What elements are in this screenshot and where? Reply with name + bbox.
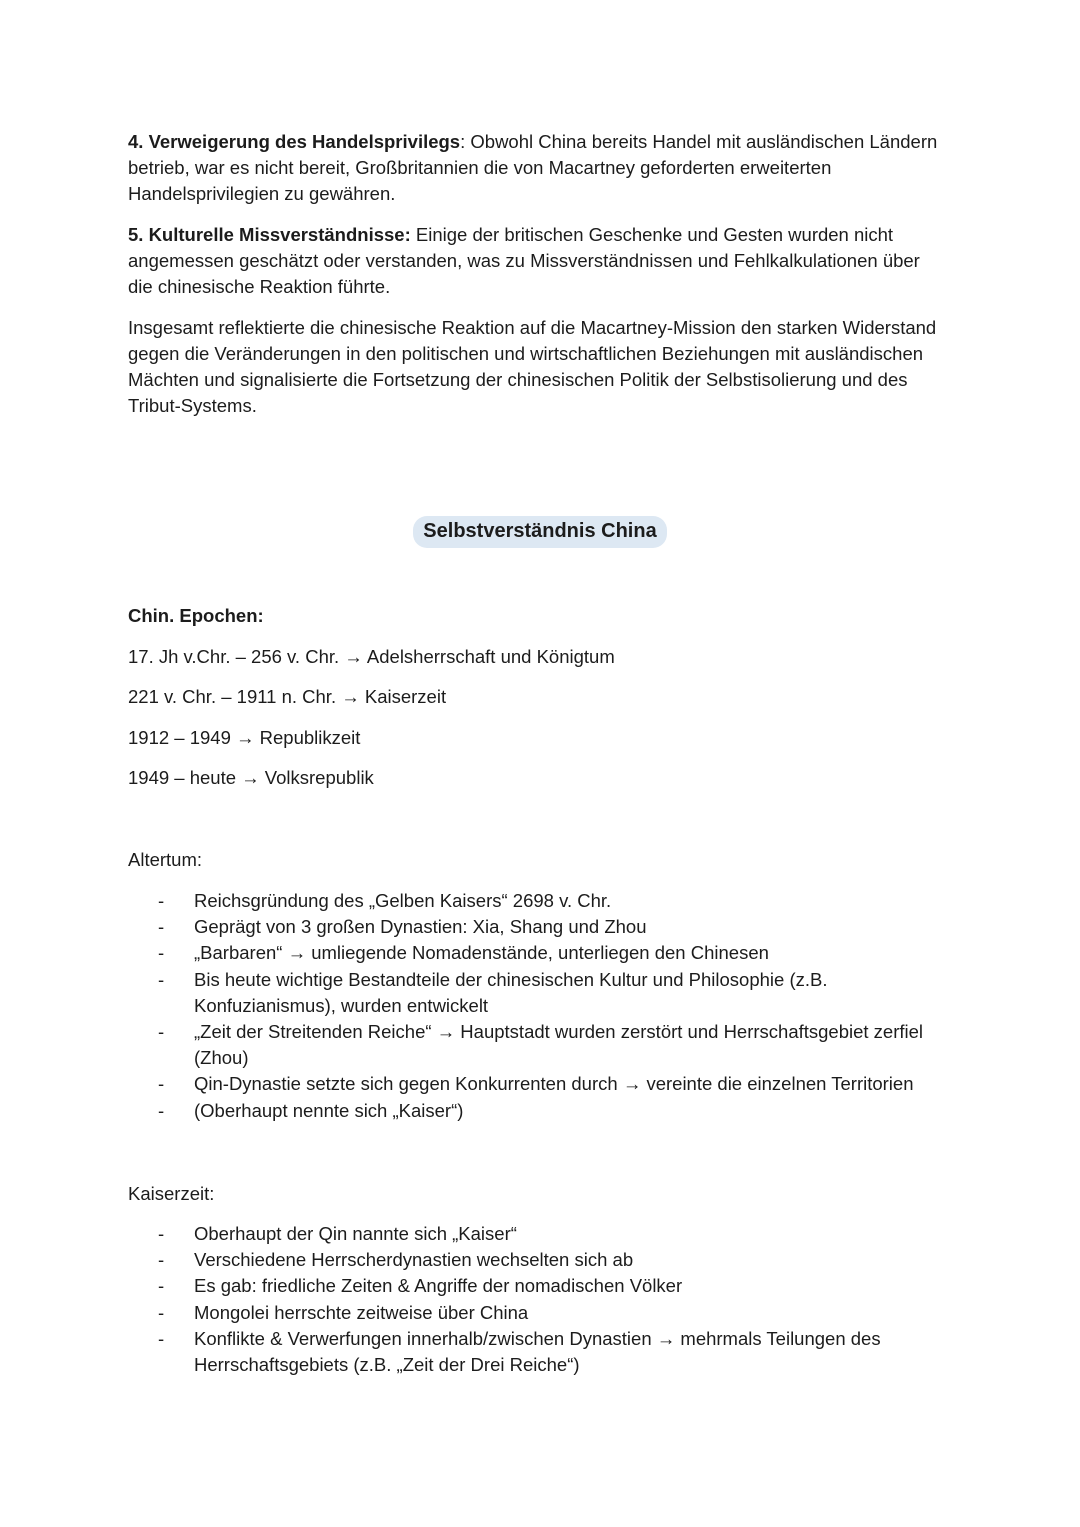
- dash-bullet: -: [158, 968, 165, 990]
- paragraph-heading: 4. Verweigerung des Handelsprivilegs: [128, 131, 461, 152]
- dash-bullet: -: [158, 1223, 165, 1244]
- dash-bullet: -: [158, 1301, 165, 1323]
- paragraph-cultural-misunderstandings: [128, 222, 948, 300]
- paragraph-trade-privilege: [128, 129, 948, 207]
- list-item-text: Reichsgründung des „Gelben Kaisers“ 2698 v. Chr.: [194, 890, 612, 911]
- epoch-line: 1912 – 1949 → Republikzeit: [128, 727, 361, 748]
- list-item: [158, 940, 948, 966]
- list-item: [158, 888, 948, 914]
- dash-bullet: -: [158, 942, 165, 964]
- dash-bullet: -: [158, 890, 165, 911]
- dash-bullet: -: [158, 1249, 165, 1271]
- epoch-line: 17. Jh v.Chr. – 256 v. Chr. → Adelsherrschaft und Königtum: [128, 646, 615, 667]
- list-item-text: „Zeit der Streitenden Reiche“ → Hauptstadt wurden zerstört und Herrschaftsgebiet zerfiel (Zhou): [194, 1021, 924, 1069]
- kaiserzeit-label: Kaiserzeit:: [128, 1183, 215, 1204]
- list-item-text: Mongolei herrschte zeitweise über China: [194, 1301, 529, 1323]
- list-item-text: Verschiedene Herrscherdynastien wechselten sich ab: [194, 1249, 634, 1271]
- list-item: [158, 1300, 948, 1326]
- dash-bullet: -: [158, 1327, 165, 1349]
- epoch-line: 1949 – heute → Volksrepublik: [128, 767, 374, 788]
- dash-bullet: -: [158, 916, 165, 938]
- list-item: [158, 1071, 948, 1097]
- list-item: [158, 1221, 948, 1247]
- list-item: [158, 1019, 948, 1071]
- list-item: [158, 1273, 948, 1299]
- epoch-line: 221 v. Chr. – 1911 n. Chr. → Kaiserzeit: [128, 686, 447, 707]
- altertum-list: [158, 888, 948, 1124]
- list-item-text: (Oberhaupt nennte sich „Kaiser“): [194, 1099, 464, 1121]
- paragraph-text: : Obwohl China bereits Handel mit ausländischen Ländern betrieb, war es nicht bereit, Großbritannien die von Macartney geforderten erweiterten Handelsprivilegien zu gewähren.: [128, 131, 938, 204]
- altertum-label: Altertum:: [128, 849, 203, 870]
- dash-bullet: -: [158, 1099, 165, 1121]
- dash-bullet: -: [158, 1275, 165, 1297]
- list-item-text: Qin-Dynastie setzte sich gegen Konkurrenten durch → vereinte die einzelnen Territorien: [194, 1073, 914, 1095]
- kaiserzeit-list: [158, 1221, 948, 1378]
- list-item-text: „Barbaren“ → umliegende Nomadenstände, unterliegen den Chinesen: [194, 942, 769, 964]
- epochs-title: Chin. Epochen:: [128, 605, 264, 626]
- list-item: [158, 967, 948, 1019]
- list-item: [158, 1247, 948, 1273]
- list-item: [158, 1098, 948, 1124]
- list-item-text: Oberhaupt der Qin nannte sich „Kaiser“: [194, 1223, 517, 1244]
- dash-bullet: -: [158, 1021, 165, 1043]
- section-heading-wrapper: [0, 516, 1080, 548]
- list-item-text: Es gab: friedliche Zeiten & Angriffe der nomadischen Völker: [194, 1275, 683, 1297]
- paragraph-text: Einige der britischen Geschenke und Gesten wurden nicht angemessen geschätzt oder verstanden, was zu Missverständnissen und Fehlkalkulationen über die chinesische Reaktion führte.: [128, 224, 920, 297]
- list-item-text: Bis heute wichtige Bestandteile der chinesischen Kultur und Philosophie (z.B. Konfuzianismus), wurden entwickelt: [194, 968, 828, 1016]
- paragraph-heading: 5. Kulturelle Missverständnisse:: [128, 224, 411, 245]
- dash-bullet: -: [158, 1073, 165, 1095]
- list-item-text: Geprägt von 3 großen Dynastien: Xia, Shang und Zhou: [194, 916, 647, 938]
- list-item: [158, 1326, 948, 1378]
- list-item: [158, 914, 948, 940]
- list-item-text: Konflikte & Verwerfungen innerhalb/zwischen Dynastien → mehrmals Teilungen des Herrschaftsgebiets (z.B. „Zeit der Drei Reiche“): [194, 1327, 881, 1376]
- paragraph-summary: Insgesamt reflektierte die chinesische Reaktion auf die Macartney-Mission den starken Widerstand gegen die Veränderungen in den politischen und wirtschaftlichen Beziehungen mit ausländischen Mächten und signalisierte die Fortsetzung der chinesischen Politik der Selbstisolierung und des Tribut-Systems.: [128, 317, 937, 416]
- section-heading: Selbstverständnis China: [413, 516, 666, 548]
